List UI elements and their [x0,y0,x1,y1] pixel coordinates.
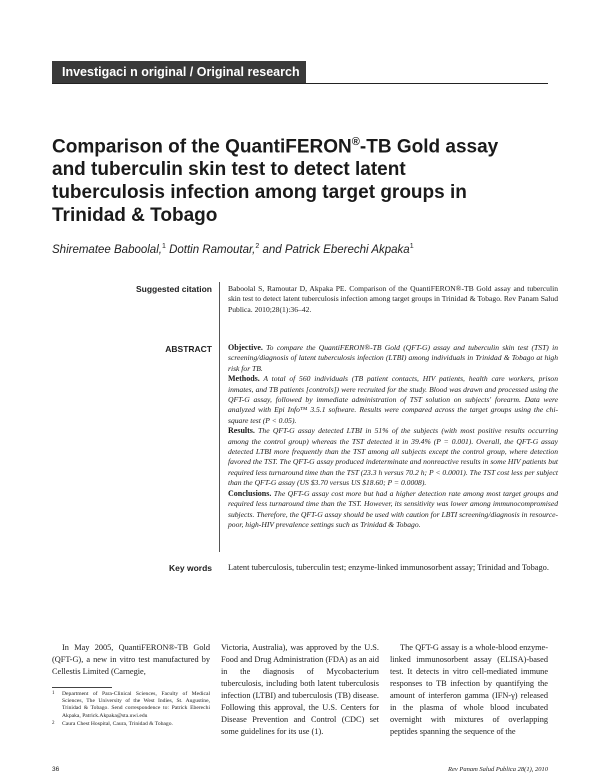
author-list: Shirematee Baboolal,$^1$ Dottin Ramoutar,$^2$ and Patrick Eberechi Akpaka$^1$ [52,243,414,256]
footnotes [52,691,210,729]
footnote-rule [52,687,112,688]
abstract-conclusions: Conclusions. The QFT-G assay cost more but had a higher detection rate among most target groups and required less turnaround time than the TST. However, its sensitivity was lower among immunocompromised subjects. Therefore, the QFT-G assay should be used with caution for LBTI screening/diagnosis in resource-poor, high-HIV prevalence settings such as Trinidad & Tobago. [228,488,558,529]
body-column-3: The QFT-G assay is a whole-blood enzyme-linked immunosorbent assay (ELISA)-based test. It detects in vitro cell-mediated immune responses to TB infection by quantifying the amount of interferon gamma (IFN-γ) released in the plasma of whole blood incubated overnight with mixtures of overlapping peptides spanning the sequence of the [390,643,548,736]
footnote-2: 2 Caura Chest Hospital, Caura, Trinidad & Tobago. [52,720,173,727]
header-rule [52,83,548,84]
abstract [228,343,558,530]
body-column-2: Victoria, Australia), was approved by the U.S. Food and Drug Administration (FDA) as an aid in the diagnosis of Mycobacterium tuberculosis, including both latent tuberculosis infection (LTBI) and tuberculosis (TB) disease. Following this approval, the U.S. Centers for Disease Prevention and Control (CDC) set some guidelines for its use (1). [221,643,379,736]
abstract-results: Results. The QFT-G assay detected LTBI in 51% of the subjects (with most positive results occurring among the control group) whereas the TST detected it in 39.4% (P = 0.001). Overall, the QFT-G assay detected LTBI more frequently than the TST among all subjects except the control group, where detection favored the TST. The QFT-G assay produced indeterminate and nonreactive results in some HIV patients but required less turnaround time than the TST (23.3 h versus 70.2 h; P < 0.0001). The TST cost less per subject than the QFT-G assay (US $3.70 versus US $18.60; P = 0.0008). [228,426,558,488]
abstract-objective: Objective. To compare the QuantiFERON®-TB Gold (QFT-G) assay and tuberculin skin test (TST) in screening/diagnosis of latent tuberculosis infection (LTBI) among individuals in Trinidad & Tobago at high risk for TB. [228,343,558,373]
abstract-label: ABSTRACT [165,344,212,354]
citation-text: Baboolal S, Ramoutar D, Akpaka PE. Comparison of the QuantiFERON®-TB Gold assay and tuberculin skin test to detect latent tuberculosis infection among target groups in Trinidad & Tobago. Rev Panam Salud Publica. 2010;28(1):36–42. [228,284,558,314]
abstract-methods: Methods. A total of 560 individuals (TB patient contacts, HIV patients, health care workers, prison inmates, and TB patients [controls]) were recruited for the study. Blood was drawn and processed using the QFT-G assay, followed by immediate administration of TST solution on subjects' forearm. Data were analyzed with Epi Info™ 3.5.1 software. Results were compared across the target groups using the chi-square test (P < 0.05). [228,374,558,425]
keywords-text: Latent tuberculosis, tuberculin test; enzyme-linked immunosorbent assay; Trinidad and Tobago. [228,563,549,572]
citation-label: Suggested citation [135,284,212,294]
page-number: 36 [52,766,60,773]
section-divider [219,282,220,552]
body-column-1: In May 2005, QuantiFERON®-TB Gold (QFT-G), a new in vitro test manufactured by Cellestis Limited (Carnegie, [52,643,210,676]
footnote-1: 1 Department of Para-Clinical Sciences, Faculty of Medical Sciences, The University of the West Indies, St. Augustine, Trinidad & Tobago. Send correspondence to: Patrick Eberechi Akpaka, Patrick.Akpaka@sta.uwi.edu [52,691,210,719]
section-banner: Investigaci n original / Original research [52,61,306,83]
article-title: Comparison of the QuantiFERON®-TB Gold assay and tuberculin skin test to detect latent tuberculosis infection among target groups in Trinidad & Tobago [52,136,499,227]
journal-reference: Rev Panam Salud Publica 28(1), 2010 [447,766,548,773]
keywords-label: Key words [169,563,212,573]
